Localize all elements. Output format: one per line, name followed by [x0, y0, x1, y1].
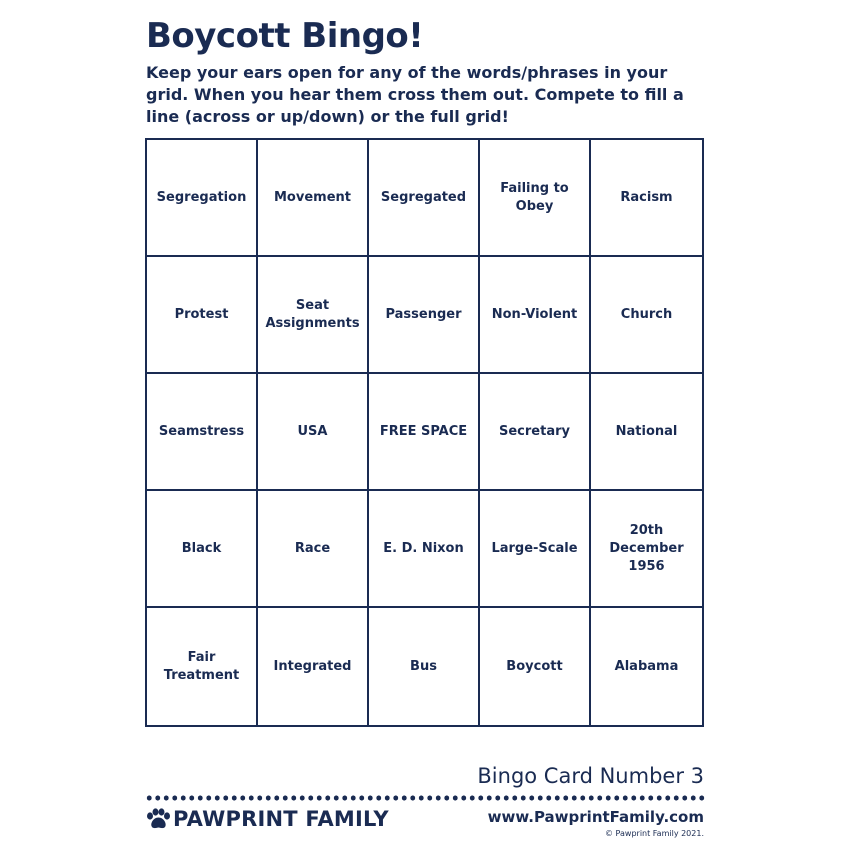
brand-name: PAWPRINT FAMILY [173, 807, 389, 831]
bingo-cell: Large-Scale [480, 491, 591, 608]
bingo-cell: Failing to Obey [480, 140, 591, 257]
bingo-cell: E. D. Nixon [369, 491, 480, 608]
bingo-cell: Alabama [614, 658, 679, 674]
bingo-grid [145, 138, 704, 727]
bingo-cell: Integrated [258, 608, 369, 725]
copyright-notice: © Pawprint Family 2021. [605, 829, 704, 838]
bingo-cell: Protest [147, 257, 258, 374]
bingo-cell: Boycott [480, 608, 591, 725]
bingo-cell: 20th December 1956 [591, 491, 702, 608]
bingo-cell: Movement [258, 140, 369, 257]
bingo-cell: Passenger [369, 257, 480, 374]
bingo-cell: Fair Treatment [147, 608, 258, 725]
bingo-cell: Seamstress [147, 374, 258, 491]
bingo-cell: USA [258, 374, 369, 491]
bingo-cell: National [591, 374, 702, 491]
bingo-cell: Race [258, 491, 369, 608]
dotted-divider [145, 795, 705, 801]
paw-print-icon [145, 808, 171, 830]
bingo-cell: Secretary [480, 374, 591, 491]
bingo-cell: Church [591, 257, 702, 374]
bingo-cell: Seat Assignments [258, 257, 369, 374]
bingo-cell: Black [147, 491, 258, 608]
bingo-cell: Segregated [369, 140, 480, 257]
bingo-cell: Non-Violent [480, 257, 591, 374]
bingo-cell: Racism [591, 140, 702, 257]
page-title: Boycott Bingo! [146, 16, 424, 56]
brand-logo [145, 806, 389, 832]
bingo-cell: Bus [369, 608, 480, 725]
bingo-cell: Segregation [147, 140, 258, 257]
instructions-text: Keep your ears open for any of the words/phrases in your grid. When you hear them cross them out. Compete to fill a line (across or up/down) or the full grid! [146, 63, 684, 126]
website-url: www.PawprintFamily.com [487, 808, 704, 826]
bingo-cell-free-space: FREE SPACE [369, 374, 480, 491]
card-number-label: Bingo Card Number 3 [477, 764, 704, 788]
